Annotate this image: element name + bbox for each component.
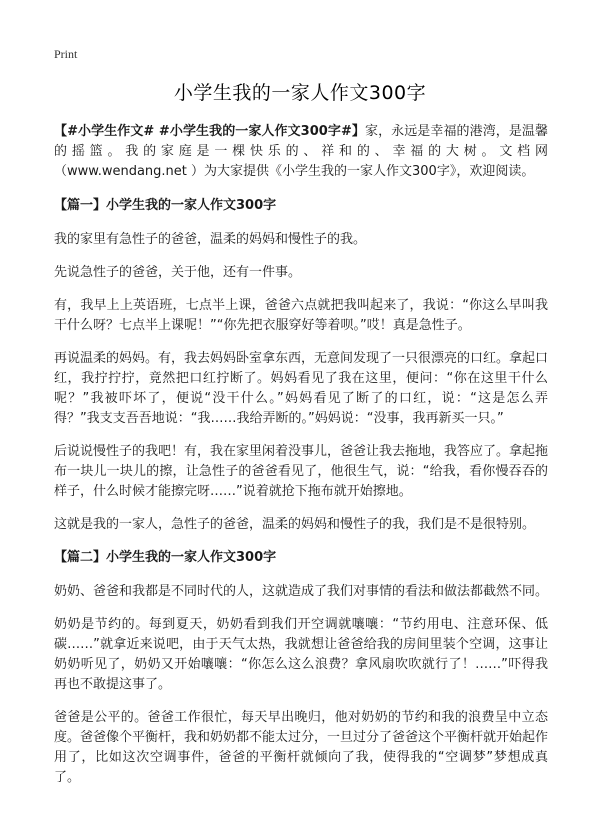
paragraph: 我的家里有急性子的爸爸，温柔的妈妈和慢性子的我。: [54, 232, 367, 247]
intro-text: 家，永远是幸福的港湾，是温馨的摇篮。我的家庭是一棵快乐的、祥和的、幸福的大树。文档网（www.wendang.net ）为大家提供《小学生我的一家人作文300字》，欢迎阅读。: [54, 124, 548, 179]
section-heading-2: 【篇二】小学生我的一家人作文300字: [54, 550, 277, 565]
article-body: [54, 122, 548, 801]
page-title: 小学生我的一家人作文300字: [173, 82, 427, 104]
paragraph: 再说温柔的妈妈。有，我去妈妈卧室拿东西，无意间发现了一只很漂亮的口红。拿起口红，我拧拧拧，竟然把口红拧断了。妈妈看见了我在这里，便问：“你在这里干什么呢？”我被吓坏了，便说“没干什么。”妈妈看见了断了的口红，说：“这是怎么弄得？”我支支吾吾地说：“我……我给弄断的。”妈妈说：“没事，我再新买一只。”: [54, 351, 549, 426]
intro-paragraph: [54, 122, 548, 182]
paragraph: 奶奶是节约的。每到夏天，奶奶看到我们开空调就嚷嚷：“节约用电、注意环保、低碳……”就拿近来说吧，由于天气太热，我就想让爸爸给我的房间里装个空调，这事让奶奶听见了，奶奶又开始嚷嚷：“你怎么这么浪费？拿风扇吹吹就行了！……”吓得我再也不敢提这事了。: [54, 617, 548, 692]
paragraph: 奶奶、爸爸和我都是不同时代的人，这就造成了我们对事情的看法和做法都截然不同。: [54, 584, 549, 599]
paragraph: 这就是我的一家人，急性子的爸爸，温柔的妈妈和慢性子的我，我们是不是很特别。: [54, 517, 536, 532]
paragraph: 后说说慢性子的我吧！有，我在家里闲着没事儿，爸爸让我去拖地，我答应了。拿起拖布一块儿一块儿的擦，让急性子的爸爸看见了，他很生气，说：“给我，看你慢吞吞的样子，什么时候才能擦完呀……”说着就抢下拖布就开始擦地。: [54, 444, 549, 499]
print-label: Print: [54, 47, 78, 61]
section-heading-1: 【篇一】小学生我的一家人作文300字: [54, 198, 277, 213]
paragraph: 爸爸是公平的。爸爸工作很忙，每天早出晚归，他对奶奶的节约和我的浪费呈中立态度。爸爸像个平衡杆，我和奶奶都不能太过分，一旦过分了爸爸这个平衡杆就开始起作用了，比如这次空调事件，爸爸的平衡杆就倾向了我，使得我的“空调梦”梦想成真了。: [54, 710, 549, 785]
paragraph: 有，我早上上英语班，七点半上课，爸爸六点就把我叫起来了，我说：“你这么早叫我干什么呀？七点半上课呢！”“你先把衣服穿好等着呗。”哎！真是急性子。: [54, 298, 548, 333]
paragraph: 先说急性子的爸爸，关于他，还有一件事。: [54, 265, 302, 280]
intro-tag: 【#小学生作文# #小学生我的一家人作文300字#】: [54, 124, 365, 139]
